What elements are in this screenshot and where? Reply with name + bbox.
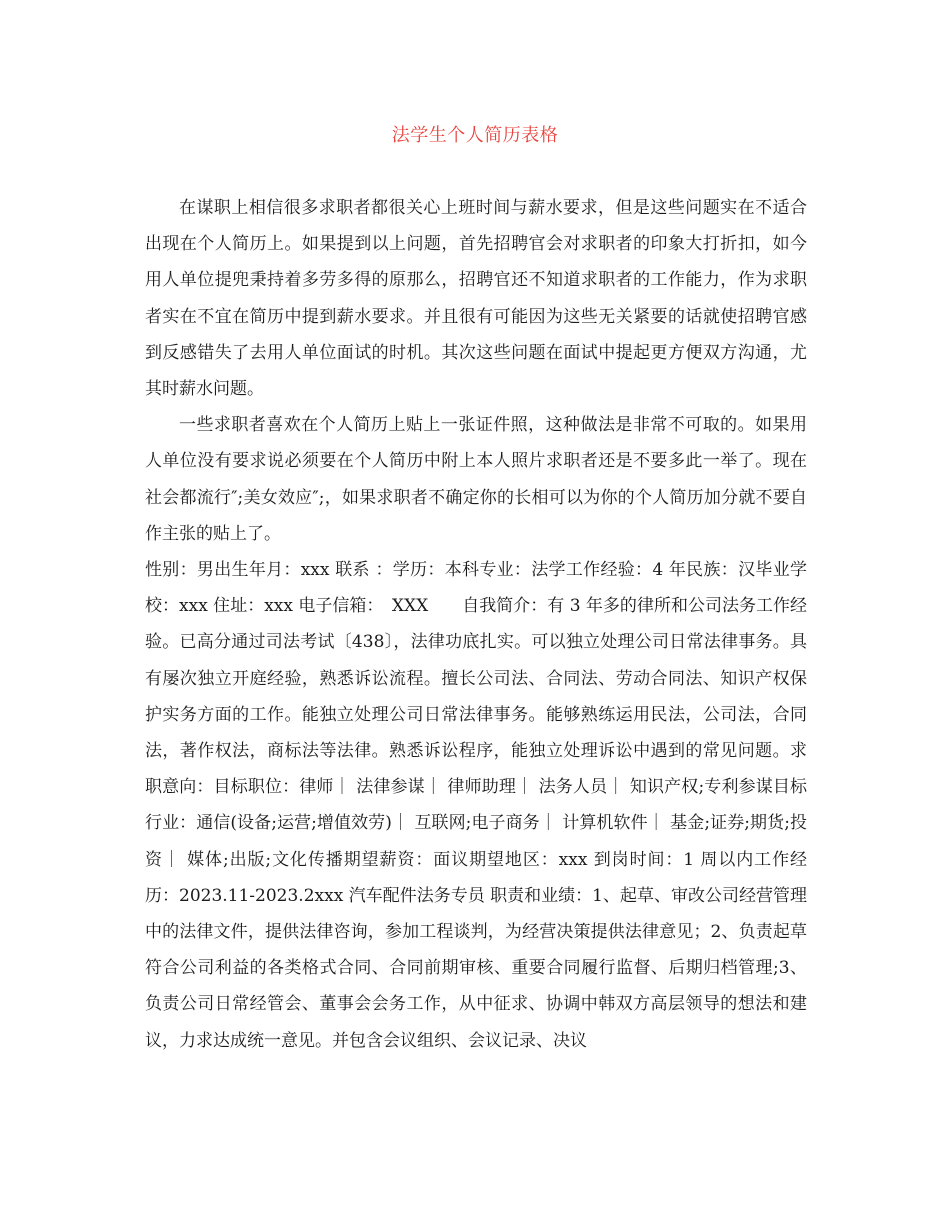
paragraph-job-hunting-salary: 在谋职上相信很多求职者都很关心上班时间与薪水要求，但是这些问题实在不适合出现在个人简历上。如果提到以上问题，首先招聘官会对求职者的印象大打折扣，如今用人单位提兜秉持着多劳多得的原那么，招聘官还不知道求职者的工作能力，作为求职者实在不宜在简历中提到薪水要求。并且很有可能因为这些无关紧要的话就使招聘官感到反感错失了去用人单位面试的时机。其次这些问题在面试中提起更方便双方沟通，尤其时薪水问题。 <box>145 198 807 400</box>
paragraph-resume-photo: 一些求职者喜欢在个人简历上贴上一张证件照，这种做法是非常不可取的。如果用人单位没有要求说必须要在个人简历中附上本人照片求职者还是不要多此一举了。现在社会都流行″;美女效应″;，如果求职者不确定你的长相可以为你的个人简历加分就不要自作主张的贴上了。 <box>145 415 807 544</box>
document-body <box>145 190 807 1059</box>
paragraph-resume-details: 性别：男出生年月：xxx 联系 ：学历：本科专业：法学工作经验：4 年民族：汉毕业学校：xxx 住址：xxx 电子信箱： XXX 自我简介：有 3 年多的律所和公司法务工作经验。已高分通过司法考试〔438〕，法律功底扎实。可以独立处理公司日常法律事务。具有屡次独立开庭经验，熟悉诉讼流程。擅长公司法、合同法、劳动合同法、知识产权保护实务方面的工作。能独立处理公司日常法律事务。能够熟练运用民法，公司法，合同法，著作权法，商标法等法律。熟悉诉讼程序，能独立处理诉讼中遇到的常见问题。求职意向：目标职位：律师｜ 法律参谋｜ 律师助理｜ 法务人员｜ 知识产权;专利参谋目标行业：通信(设备;运营;增值效劳)｜ 互联网;电子商务｜ 计算机软件｜ 基金;证券;期货;投资｜ 媒体;出版;文化传播期望薪资：面议期望地区：xxx 到岗时间：1 周以内工作经历：2023.11-2023.2xxx 汽车配件法务专员 职责和业绩：1、起草、审改公司经营管理中的法律文件，提供法律咨询，参加工程谈判，为经营决策提供法律意见；2、负责起草符合公司利益的各类格式合同、合同前期审核、重要合同履行监督、后期归档管理;3、负责公司日常经管会、董事会会务工作，从中征求、协调中韩双方高层领导的想法和建议，力求达成统一意见。并包含会议组织、会议记录、决议 <box>145 560 807 1051</box>
document-title: 法学生个人简历表格 <box>391 125 559 146</box>
